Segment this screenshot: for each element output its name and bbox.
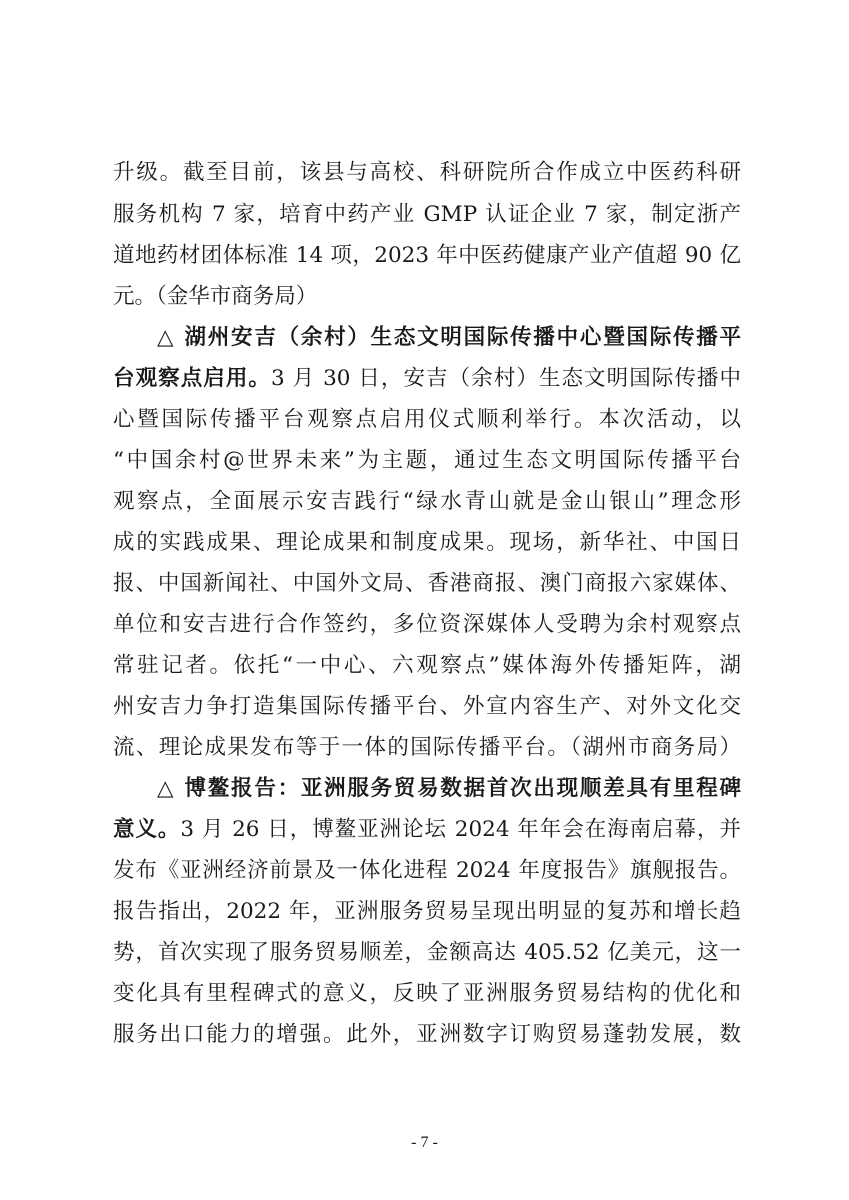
page-number: - 7 - bbox=[411, 1134, 438, 1151]
body-text-line: 变化具有里程碑式的意义，反映了亚洲服务贸易结构的优化和 bbox=[113, 981, 741, 1006]
body-text-line: 报告指出，2022 年，亚洲服务贸易呈现出明显的复苏和增长趋 bbox=[113, 899, 741, 924]
body-text-line: 道地药材团体标准 14 项，2023 年中医药健康产业产值超 90 亿 bbox=[113, 243, 741, 268]
body-text-line: 服务机构 7 家，培育中药产业 GMP 认证企业 7 家，制定浙产 bbox=[113, 202, 741, 227]
body-text-line: 州安吉力争打造集国际传播平台、外宣内容生产、对外文化交 bbox=[113, 694, 741, 719]
body-text-line: 势，首次实现了服务贸易顺差，金额高达 405.52 亿美元，这一 bbox=[113, 940, 741, 965]
body-text-line: 服务出口能力的增强。此外，亚洲数字订购贸易蓬勃发展，数 bbox=[113, 1022, 741, 1047]
body-text-line bbox=[113, 815, 741, 845]
body-text-line: 流、理论成果发布等于一体的国际传播平台。（湖州市商务局） bbox=[113, 735, 741, 760]
body-text-line: 报、中国新闻社、中国外文局、香港商报、澳门商报六家媒体、 bbox=[113, 571, 741, 596]
body-text: 3 月 26 日，博鳌亚洲论坛 2024 年年会在海南启幕，并 bbox=[180, 817, 741, 842]
body-text-line: 心暨国际传播平台观察点启用仪式顺利举行。本次活动，以 bbox=[113, 407, 741, 432]
body-text: 3 月 30 日，安吉（余村）生态文明国际传播中 bbox=[271, 366, 741, 391]
body-text-line: 成的实践成果、理论成果和制度成果。现场，新华社、中国日 bbox=[113, 530, 741, 555]
body-text-line: 发布《亚洲经济前景及一体化进程 2024 年度报告》旗舰报告。 bbox=[113, 858, 741, 883]
news-heading-tail: 意义。 bbox=[113, 817, 181, 842]
body-text-line: “中国余村@世界未来”为主题，通过生态文明国际传播平台 bbox=[113, 448, 741, 473]
body-text-line bbox=[113, 364, 741, 394]
news-heading-tail: 台观察点启用。 bbox=[113, 366, 272, 391]
body-text-line: 常驻记者。依托“一中心、六观察点”媒体海外传播矩阵，湖 bbox=[113, 653, 741, 678]
body-text-line: 元。（金华市商务局） bbox=[113, 284, 318, 309]
body-text-line: 单位和安吉进行合作签约，多位资深媒体人受聘为余村观察点 bbox=[113, 612, 741, 637]
news-heading: △ 湖州安吉（余村）生态文明国际传播中心暨国际传播平 bbox=[157, 325, 741, 350]
body-text-line: 升级。截至目前，该县与高校、科研院所合作成立中医药科研 bbox=[113, 160, 741, 185]
body-text-line: 观察点，全面展示安吉践行“绿水青山就是金山银山”理念形 bbox=[113, 489, 741, 514]
news-heading: △ 博鳌报告：亚洲服务贸易数据首次出现顺差具有里程碑 bbox=[157, 776, 741, 801]
